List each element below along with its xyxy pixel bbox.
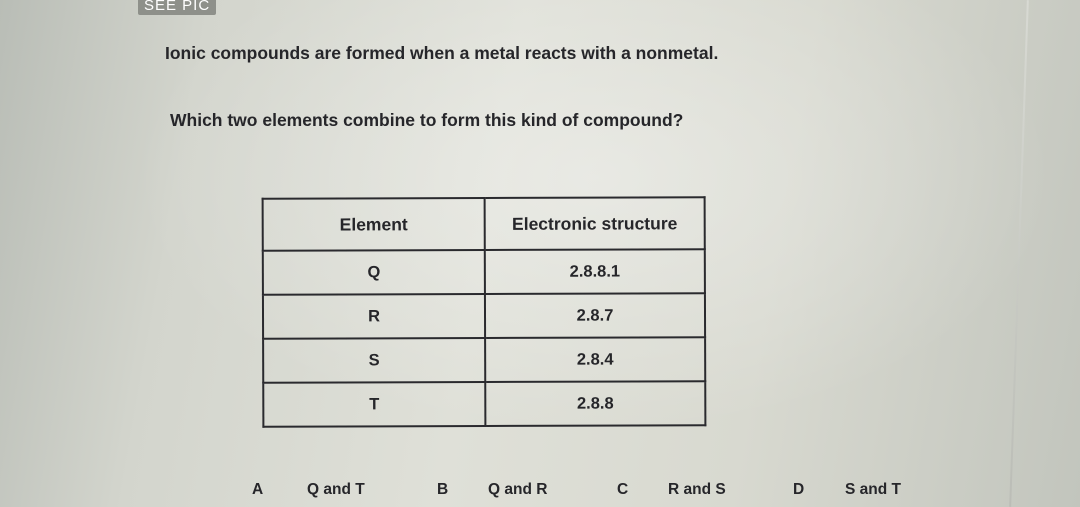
option-d-letter: D	[793, 481, 805, 498]
table-header-row	[263, 197, 705, 251]
element-cell: T	[263, 382, 485, 427]
electronic-structure-table	[262, 196, 707, 428]
option-b-letter: B	[437, 481, 449, 498]
option-a-letter: A	[252, 481, 264, 498]
table-row	[263, 381, 705, 427]
option-b-text[interactable]: Q and R	[488, 481, 548, 498]
option-c-text[interactable]: R and S	[668, 481, 726, 498]
element-cell: Q	[263, 250, 485, 295]
structure-cell: 2.8.7	[485, 293, 705, 338]
table-row	[263, 249, 705, 295]
table-row	[263, 337, 705, 383]
header-electronic-structure: Electronic structure	[485, 197, 705, 250]
see-pic-label: SEE PIC	[138, 0, 216, 15]
option-d-text[interactable]: S and T	[845, 481, 901, 498]
option-a-text[interactable]: Q and T	[307, 481, 365, 498]
structure-cell: 2.8.4	[485, 337, 705, 382]
element-cell: S	[263, 338, 485, 383]
header-element: Element	[263, 198, 485, 251]
structure-cell: 2.8.8	[485, 381, 705, 426]
element-cell: R	[263, 294, 485, 339]
question-prompt: Which two elements combine to form this kind of compound?	[170, 110, 684, 130]
structure-cell: 2.8.8.1	[485, 249, 705, 294]
answer-options	[0, 481, 1080, 505]
question-statement: Ionic compounds are formed when a metal reacts with a nonmetal.	[165, 43, 719, 63]
option-c-letter: C	[617, 481, 629, 498]
table-row	[263, 293, 705, 339]
page-crease	[1009, 0, 1029, 507]
